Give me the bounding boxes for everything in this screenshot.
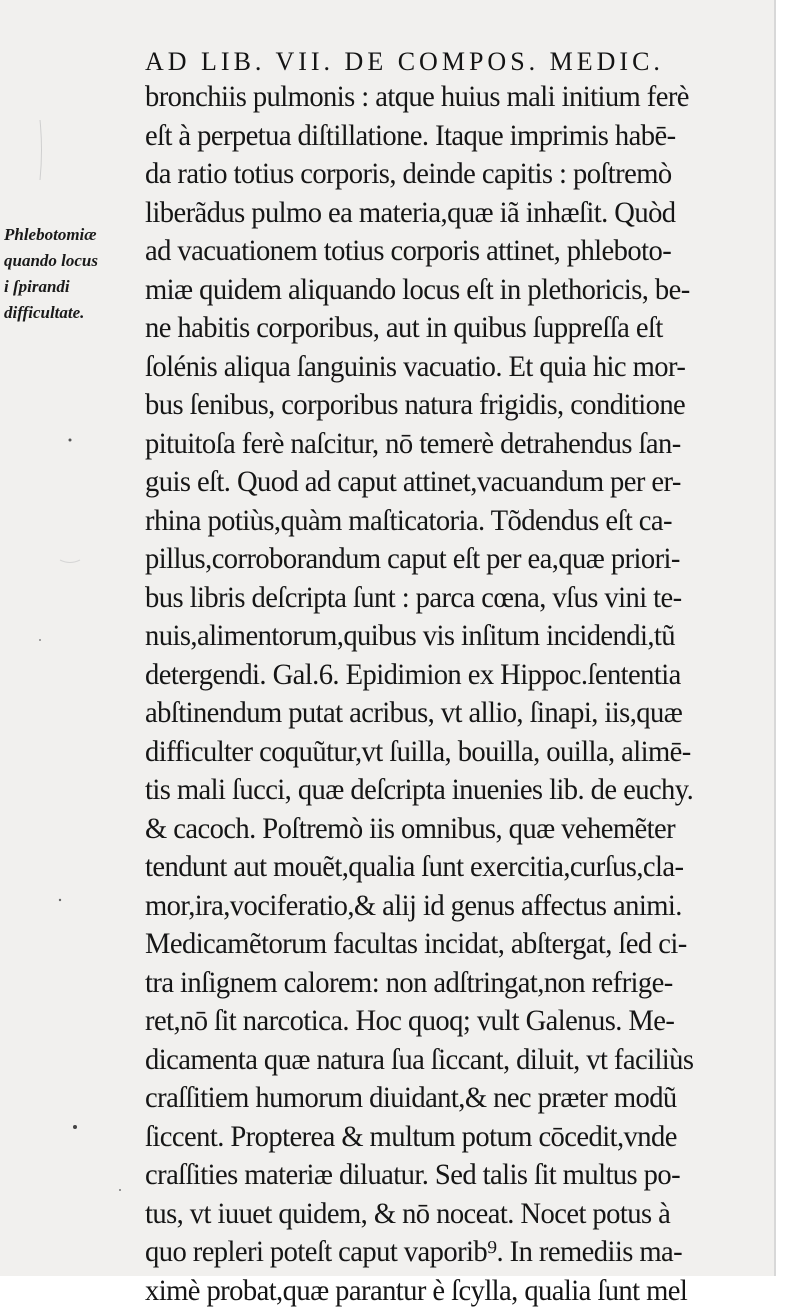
text-line: craſſitiem humorum diuidant,& nec præter modũ	[145, 1079, 755, 1118]
text-line: guis eſt. Quod ad caput attinet,vacuandum per er-	[145, 463, 755, 502]
text-line: tus, vt iuuet quidem, & nō noceat. Nocet potus à	[145, 1195, 755, 1234]
text-line: pillus,corroborandum caput eſt per ea,quæ priori-	[145, 540, 755, 579]
text-line: abſtinendum putat acribus, vt allio, ſinapi, iis,quæ	[145, 694, 755, 733]
running-header: AD LIB. VII. DE COMPOS. MEDIC.	[145, 42, 755, 82]
text-line: bronchiis pulmonis : atque huius mali initium ferè	[145, 78, 755, 117]
text-line: craſſities materiæ diluatur. Sed talis ſit multus po-	[145, 1156, 755, 1195]
text-line: liberãdus pulmo ea materia,quæ iã inhæſit. Quòd	[145, 194, 755, 233]
text-line: bus libris deſcripta ſunt : parca cœna, vſus vini te-	[145, 579, 755, 618]
main-text-block	[145, 78, 785, 1310]
text-line: quo repleri poteſt caput vaporib⁹. In remediis ma-	[145, 1233, 755, 1272]
marginal-note-line: Phlebotomiæ	[4, 222, 134, 248]
text-line: ret,nō ſit narcotica. Hoc quoq; vult Galenus. Me-	[145, 1002, 755, 1041]
text-line: eſt à perpetua diſtillatione. Itaque imprimis habē-	[145, 117, 755, 156]
text-line: pituitoſa ferè naſcitur, nō temerè detrahendus ſan-	[145, 425, 755, 464]
text-line: tendunt aut mouẽt,qualia ſunt exercitia,curſus,cla-	[145, 848, 755, 887]
marginal-note-line: i ſpirandi	[4, 274, 134, 300]
text-line: ad vacuationem totius corporis attinet, phleboto-	[145, 232, 755, 271]
marginal-note-line: difficultate.	[4, 300, 134, 326]
text-line: ne habitis corporibus, aut in quibus ſuppreſſa eſt	[145, 309, 755, 348]
text-line: mor,ira,vociferatio,& alij id genus affectus animi.	[145, 887, 755, 926]
text-line: ſiccent. Propterea & multum potum cōcedit,vnde	[145, 1118, 755, 1157]
text-line: detergendi. Gal.6. Epidimion ex Hippoc.ſententia	[145, 656, 755, 695]
text-line: & cacoch. Poſtremò iis omnibus, quæ vehemẽter	[145, 810, 755, 849]
text-line: nuis,alimentorum,quibus vis inſitum incidendi,tũ	[145, 617, 755, 656]
page-edge	[776, 0, 800, 1291]
text-line: Medicamẽtorum facultas incidat, abſtergat, ſed ci-	[145, 925, 755, 964]
text-line: miæ quidem aliquando locus eſt in plethoricis, be-	[145, 271, 755, 310]
text-line: ſolénis aliqua ſanguinis vacuatio. Et quia hic mor-	[145, 348, 755, 387]
marginal-note	[4, 222, 134, 326]
text-line: da ratio totius corporis, deinde capitis : poſtremò	[145, 155, 755, 194]
text-line: tra inſignem calorem: non adſtringat,non refrige-	[145, 964, 755, 1003]
text-line: bus ſenibus, corporibus natura frigidis, conditione	[145, 386, 755, 425]
text-line: rhina potiùs,quàm maſticatoria. Tõdendus eſt ca-	[145, 502, 755, 541]
text-line: tis mali ſucci, quæ deſcripta inuenies lib. de euchy.	[145, 771, 755, 810]
text-line: ximè probat,quæ parantur è ſcylla, qualia ſunt mel	[145, 1272, 755, 1310]
text-line: dicamenta quæ natura ſua ſiccant, diluit, vt faciliùs	[145, 1041, 755, 1080]
marginal-note-line: quando locus	[4, 248, 134, 274]
text-line: difficulter coquũtur,vt ſuilla, bouilla, ouilla, alimē-	[145, 733, 755, 772]
